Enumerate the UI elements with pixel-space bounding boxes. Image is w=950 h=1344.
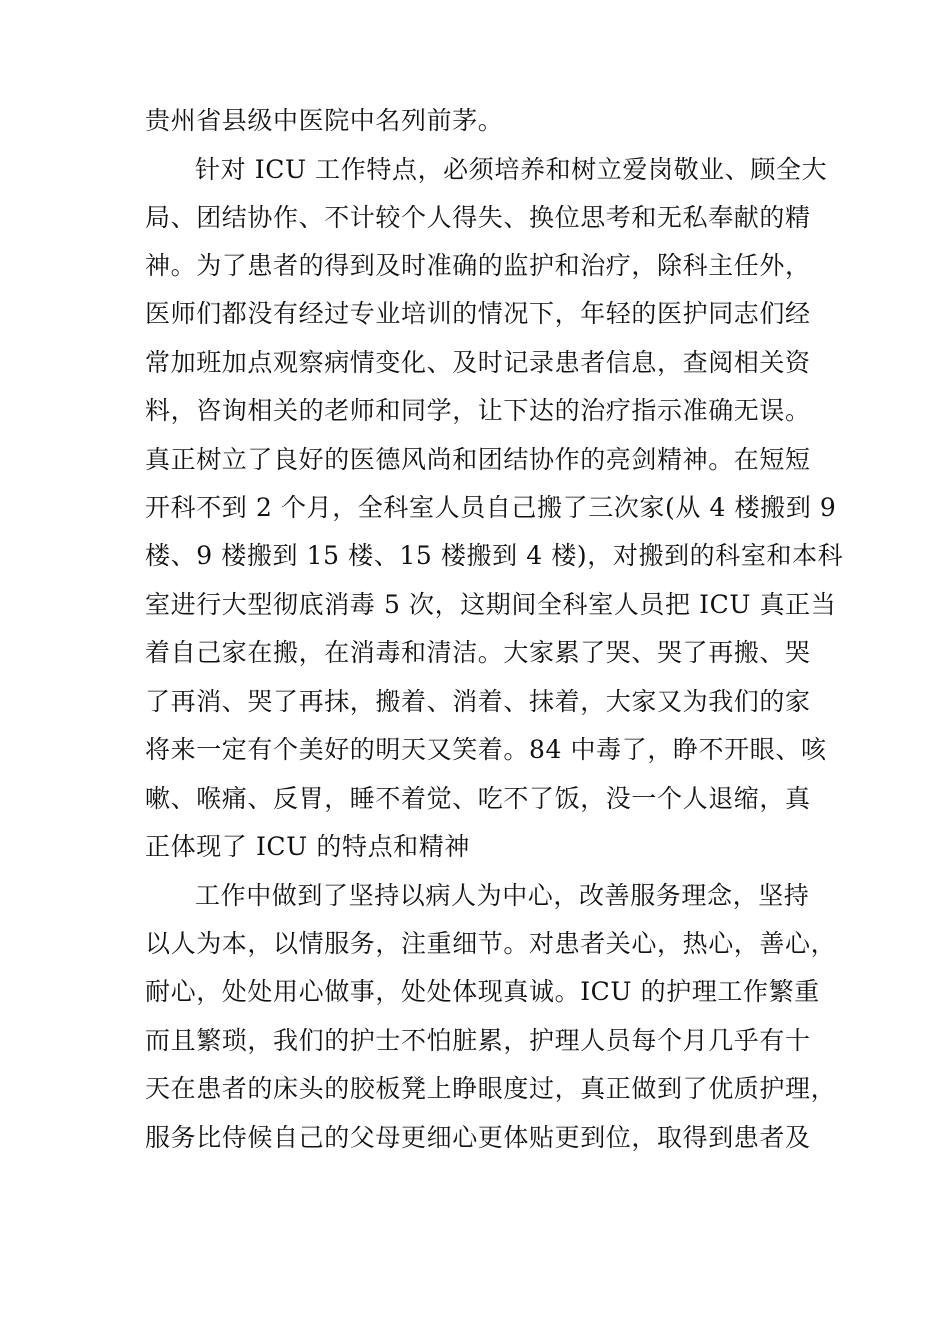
text-line: 天在患者的床头的胶板凳上睁眼度过，真正做到了优质护理， [145, 1074, 837, 1103]
text-line: 医师们都没有经过专业培训的情况下，年轻的医护同志们经 [145, 299, 811, 328]
text-line: 常加班加点观察病情变化、及时记录患者信息，查阅相关资 [145, 348, 811, 377]
text-line: 着自己家在搬，在消毒和清洁。大家累了哭、哭了再搬、哭 [145, 638, 811, 667]
text-line: 而且繁琐，我们的护士不怕脏累，护理人员每个月几乎有十 [145, 1026, 811, 1055]
text-line: 贵州省县级中医院中名列前茅。 [145, 106, 504, 135]
text-line: 神。为了患者的得到及时准确的监护和治疗，除科主任外， [145, 251, 811, 280]
text-line: 局、团结协作、不计较个人得失、换位思考和无私奉献的精 [145, 203, 811, 232]
text-line: 嗽、喉痛、反胃，睡不着觉、吃不了饭，没一个人退缩，真 [145, 784, 811, 813]
text-line: 以人为本，以情服务，注重细节。对患者关心，热心，善心， [145, 929, 837, 958]
text-line: 服务比侍候自己的父母更细心更体贴更到位，取得到患者及 [145, 1123, 811, 1152]
text-line: 将来一定有个美好的明天又笑着。84 中毒了，睁不开眼、咳 [145, 735, 827, 764]
text-line: 真正树立了良好的医德风尚和团结协作的亮剑精神。在短短 [145, 445, 811, 474]
paragraph-start-line: 工作中做到了坚持以病人为中心，改善服务理念，坚持 [195, 881, 810, 910]
text-line: 楼、9 楼搬到 15 楼、15 楼搬到 4 楼)，对搬到的科室和本科 [145, 541, 844, 570]
paragraph-start-line: 针对 ICU 工作特点，必须培养和树立爱岗敬业、顾全大 [195, 155, 828, 184]
text-line: 室进行大型彻底消毒 5 次，这期间全科室人员把 ICU 真正当 [145, 590, 837, 619]
text-line: 耐心，处处用心做事，处处体现真诚。ICU 的护理工作繁重 [145, 977, 820, 1006]
text-line: 开科不到 2 个月，全科室人员自己搬了三次家(从 4 楼搬到 9 [145, 493, 837, 522]
text-line: 料，咨询相关的老师和同学，让下达的治疗指示准确无误。 [145, 396, 811, 425]
text-line: 正体现了 ICU 的特点和精神 [145, 832, 470, 861]
text-line: 了再消、哭了再抹，搬着、消着、抹着，大家又为我们的家 [145, 687, 811, 716]
